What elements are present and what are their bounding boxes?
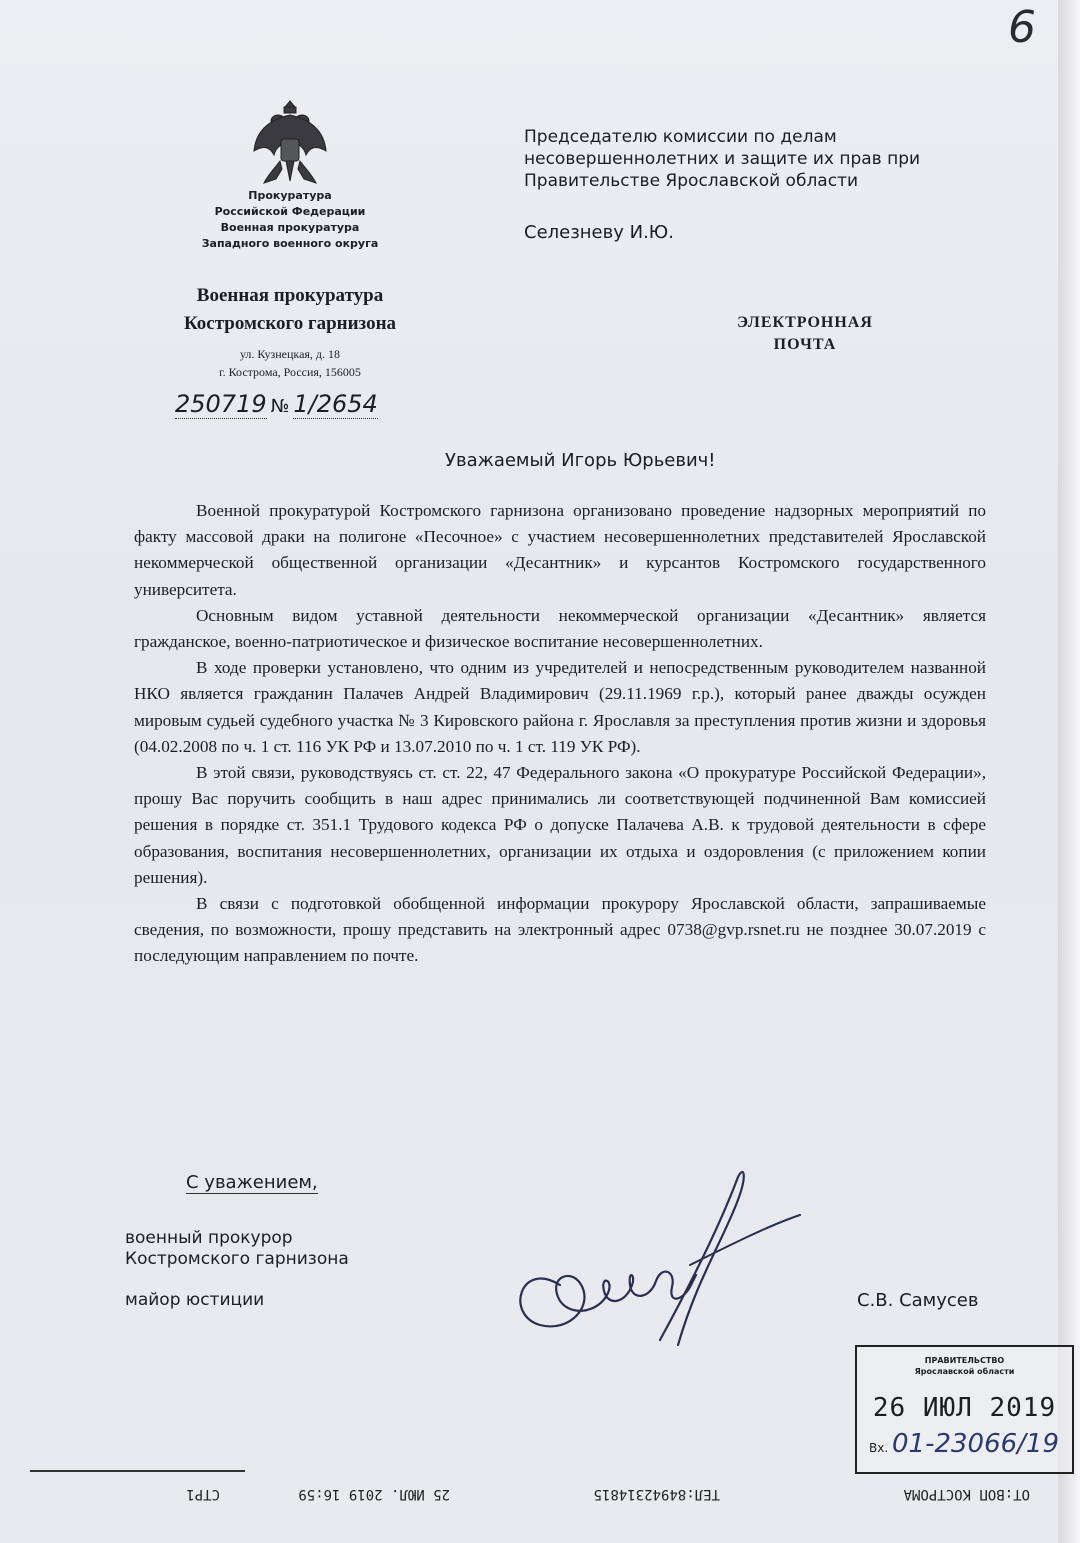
signer-name: С.В. Самусев <box>857 1290 979 1311</box>
number-sign: № <box>270 396 290 417</box>
paragraph: В связи с подготовкой обобщенной информации прокурору Ярославской области, запрашиваемые сведения, по возможности, прошу представить на электронный адрес 0738@gvp.rsnet.ru не позднее 30.07.2019 с последующим направлением по почте. <box>134 894 986 966</box>
paragraph: Военной прокуратурой Костромского гарнизона организовано проведение надзорных мероприятий по факту массовой драки на полигоне «Песочное» с участием несовершеннолетних представителей Ярославской некоммерческой общественной организации «Десантник» и курсантов Костромского государственного университета. <box>134 501 986 599</box>
agency-line: Западного военного округа <box>201 237 379 250</box>
reg-number: 1/2654 <box>293 390 378 418</box>
paragraph: В этой связи, руководствуясь ст. ст. 22, 47 Федерального закона «О прокуратуре Российской Федерации», прошу Вас поручить сообщить в наш адрес принимались ли соответствующей подчиненной Вам комиссией решения в порядке ст. 351.1 Трудового кодекса РФ о допуске Палачева А.В. к трудовой деятельности в сфере образования, воспитания несовершеннолетних, организации их отдыха и оздоровления (с приложением копии решения). <box>134 763 986 887</box>
stamp-inbox <box>869 1429 1072 1459</box>
inbox-number: 01-23066/19 <box>891 1429 1060 1459</box>
fax-datetime: 25 ИЮЛ. 2019 16:59 <box>298 1486 450 1502</box>
stamp-org-line: ПРАВИТЕЛЬСТВО <box>924 1356 1005 1365</box>
delivery-mark-line: ЭЛЕКТРОННАЯ <box>737 314 873 331</box>
recipient-line: несовершеннолетних и защите их прав при <box>524 149 921 169</box>
fax-footer <box>150 1478 1050 1502</box>
fax-tel: ТЕЛ:84942314815 <box>593 1486 720 1502</box>
page-number: 6 <box>1008 2 1036 53</box>
stamp-date: 26 ИЮЛ 2019 <box>872 1393 1057 1423</box>
signer-title-line: Костромского гарнизона <box>125 1249 349 1269</box>
address-line: г. Кострома, Россия, 156005 <box>219 365 361 379</box>
signer-rank: майор юстиции <box>125 1290 265 1310</box>
closing: С уважением, <box>186 1172 318 1193</box>
delivery-mark-line: ПОЧТА <box>773 336 837 353</box>
recipient-name: Селезневу И.Ю. <box>524 222 674 243</box>
office-line: Костромского гарнизона <box>183 313 397 334</box>
delivery-mark <box>700 312 910 356</box>
letter-body <box>134 498 986 970</box>
office-line: Военная прокуратура <box>196 285 384 306</box>
paragraph: Основным видом уставной деятельности некоммерческой организации «Десантник» является гражданское, военно-патриотическое и физическое воспитание несовершеннолетних. <box>134 605 986 652</box>
recipient-block <box>524 126 994 192</box>
paragraph: В ходе проверки установлено, что одним из учредителей и непосредственным руководителем названной НКО является гражданин Палачев Андрей Владимирович (29.11.1969 г.р.), который ранее дважды осужден мировым судьей судебного участка № 3 Кировского района г. Ярославля за преступления против жизни и здоровья (04.02.2008 по ч. 1 ст. 116 УК РФ и 13.07.2010 по ч. 1 ст. 119 УК РФ). <box>134 658 986 756</box>
agency-line: Российской Федерации <box>214 205 366 218</box>
sender-office <box>130 282 450 338</box>
address-line: ул. Кузнецкая, д. 18 <box>239 347 341 361</box>
salutation: Уважаемый Игорь Юрьевич! <box>445 450 716 471</box>
incoming-stamp <box>855 1345 1074 1474</box>
paper-edge <box>1058 0 1080 1543</box>
signer-title <box>125 1228 349 1270</box>
signer-title-line: военный прокурор <box>125 1228 293 1248</box>
recipient-line: Председателю комиссии по делам <box>524 127 837 147</box>
stamp-org-line: Ярославской области <box>914 1367 1015 1376</box>
agency-line: Прокуратура <box>248 189 332 202</box>
footer-rule <box>30 1470 245 1472</box>
registration-number <box>175 390 378 418</box>
fax-page: СТР1 <box>186 1486 220 1502</box>
handwritten-signature <box>500 1165 830 1365</box>
coat-of-arms-icon <box>250 95 330 187</box>
stamp-org <box>857 1355 1072 1377</box>
agency-header <box>170 188 410 252</box>
recipient-line: Правительстве Ярославской области <box>524 171 859 191</box>
fax-from: ОТ:ВОП КОСТРОМА <box>903 1486 1030 1502</box>
agency-line: Военная прокуратура <box>220 221 360 234</box>
sender-address <box>160 345 420 381</box>
inbox-prefix: Вх. <box>869 1441 889 1455</box>
reg-date: 250719 <box>175 390 267 418</box>
